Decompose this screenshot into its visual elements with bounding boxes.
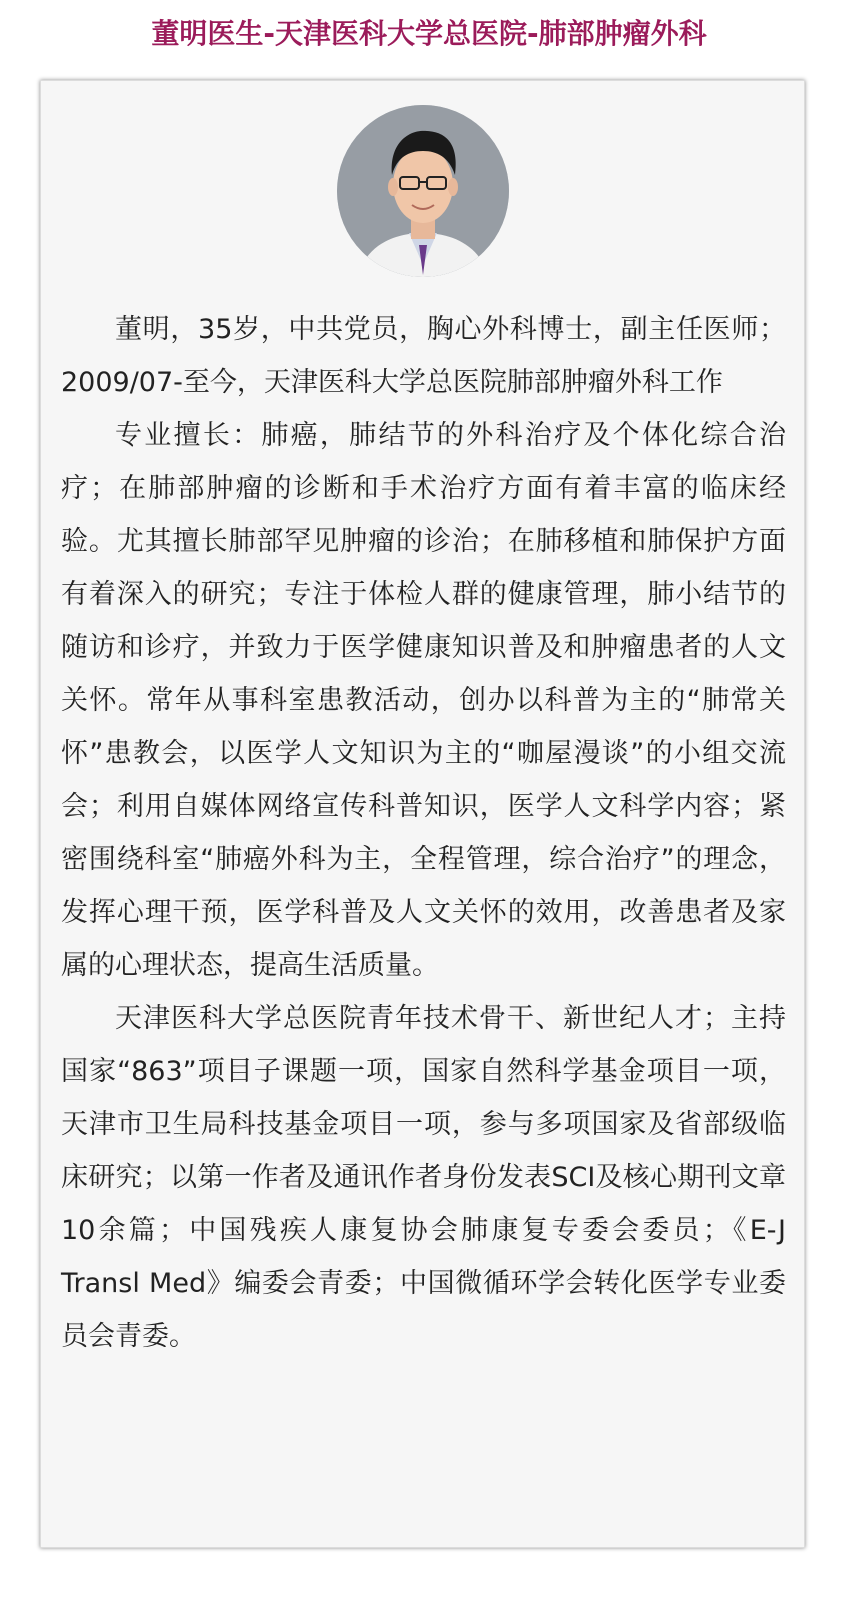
doctor-portrait-icon [337, 105, 509, 277]
bio-paragraph-intro: 董明，35岁，中共党员，胸心外科博士，副主任医师；2009/07-至今，天津医科大学总医院肺部肿瘤外科工作 [61, 314, 786, 398]
bio-paragraph-honors: 天津医科大学总医院青年技术骨干、新世纪人才；主持国家“863”项目子课题一项，国家自然科学基金项目一项，天津市卫生局科技基金项目一项，参与多项国家及省部级临床研究；以第一作者及通讯作者身份发表SCI及核心期刊文章10余篇；中国残疾人康复协会肺康复专委会委员；《E-J Transl Med》编委会青委；中国微循环学会转化医学专业委员会青委。 [61, 1003, 786, 1352]
doctor-bio [61, 303, 786, 1363]
profile-card [40, 80, 805, 1548]
doctor-avatar [337, 105, 509, 277]
bio-paragraph-expertise: 专业擅长：肺癌，肺结节的外科治疗及个体化综合治疗；在肺部肿瘤的诊断和手术治疗方面有着丰富的临床经验。尤其擅长肺部罕见肿瘤的诊治；在肺移植和肺保护方面有着深入的研究；专注于体检人群的健康管理，肺小结节的随访和诊疗，并致力于医学健康知识普及和肿瘤患者的人文关怀。常年从事科室患教活动，创办以科普为主的“肺常关怀”患教会，以医学人文知识为主的“咖屋漫谈”的小组交流会；利用自媒体网络宣传科普知识，医学人文科学内容；紧密围绕科室“肺癌外科为主，全程管理，综合治疗”的理念，发挥心理干预，医学科普及人文关怀的效用，改善患者及家属的心理状态，提高生活质量。 [61, 420, 786, 981]
page-title: 董明医生-天津医科大学总医院-肺部肿瘤外科 [151, 17, 707, 50]
